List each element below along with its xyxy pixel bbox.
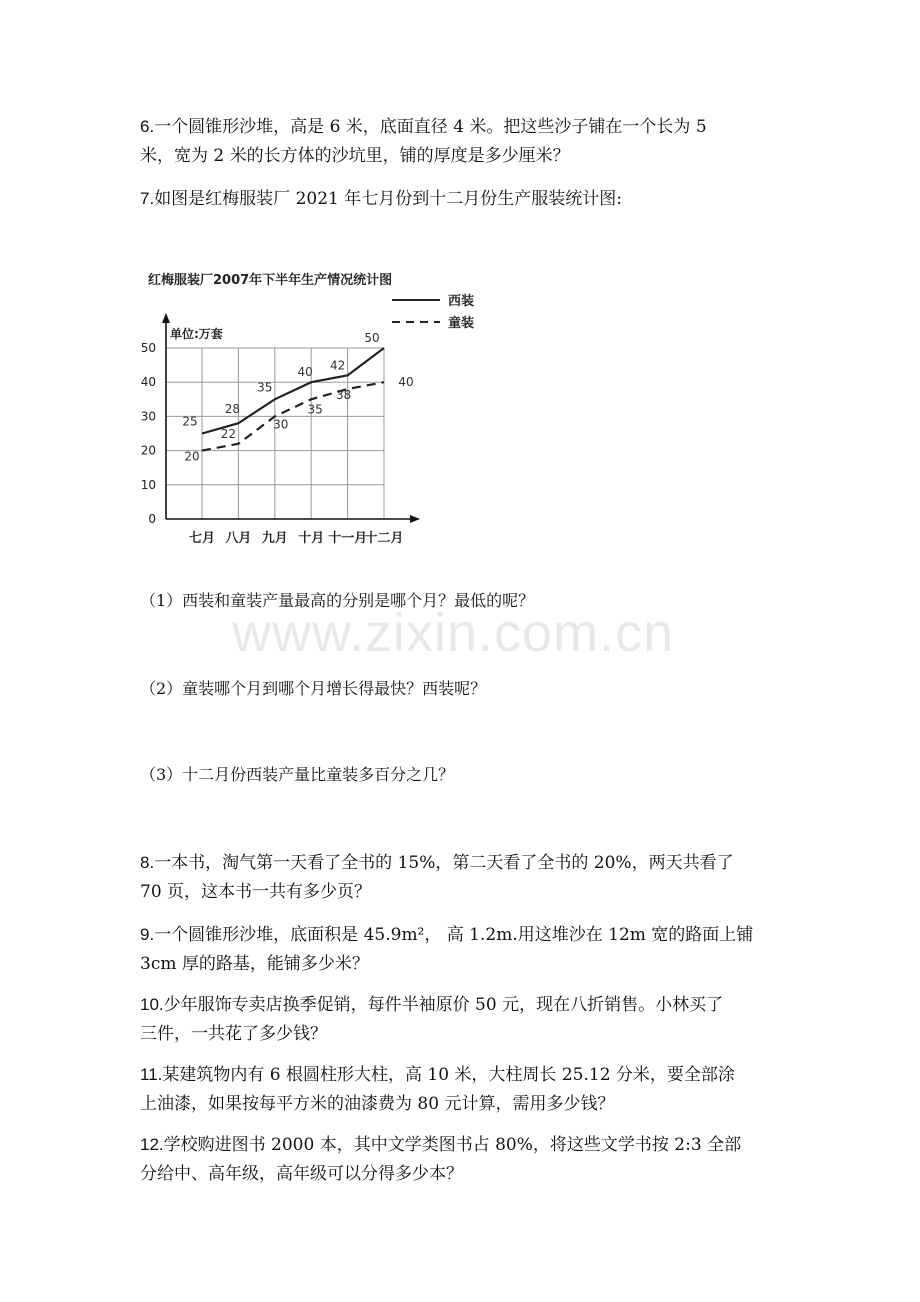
x-tick-labels	[189, 530, 404, 546]
data-label: 38	[335, 388, 352, 403]
question-12	[140, 1130, 780, 1189]
chart-axes	[162, 313, 420, 523]
data-label: 30	[273, 417, 289, 432]
subquestion-3: （3）十二月份西装产量比童装多百分之几？	[140, 765, 455, 784]
x-axis-arrow	[410, 515, 420, 523]
data-label: 40	[297, 365, 313, 380]
question-text-line1: 某建筑物内有 6 根圆柱形大柱，高 10 米，大柱周长 25.12 分米，要全部涂	[162, 1065, 735, 1085]
x-tick-label: 十月	[298, 531, 325, 546]
y-axis-label: 单位:万套	[170, 327, 223, 341]
data-label: 50	[364, 331, 380, 345]
y-tick-label: 10	[140, 477, 156, 492]
question-number: 6.	[140, 117, 155, 136]
question-number: 10.	[140, 995, 164, 1014]
data-label: 40	[398, 375, 414, 390]
question-8	[140, 848, 780, 907]
question-text-line2: 米，宽为 2 米的长方体的沙坑里，铺的厚度是多少厘米？	[140, 146, 570, 166]
data-label: 42	[329, 358, 346, 373]
question-text-line2: 三件，一共花了多少钱？	[140, 1024, 327, 1044]
question-text-line2: 上油漆，如果按每平方米的油漆费为 80 元计算，需用多少钱？	[140, 1094, 615, 1114]
x-tick-label: 九月	[261, 531, 288, 546]
question-text-line1: 一个圆锥形沙堆，底面积是 45.9m²， 高 1.2m.用这堆沙在 12m 宽的路面上铺	[154, 925, 754, 945]
question-text-line2: 70 页，这本书一共有多少页？	[140, 882, 372, 902]
question-6	[140, 112, 780, 171]
y-tick-label: 50	[140, 341, 156, 355]
y-tick-label: 30	[140, 409, 156, 424]
data-label: 35	[257, 380, 273, 395]
y-tick-label: 40	[140, 375, 156, 390]
question-9	[140, 920, 780, 979]
production-line-chart	[130, 258, 490, 550]
data-label: 20	[184, 449, 200, 464]
data-label: 28	[224, 402, 241, 417]
series-line-western-suit	[202, 348, 384, 434]
watermark: www.zixin.com.cn	[232, 603, 675, 663]
question-text-line1: 学校购进图书 2000 本，其中文学类图书占 80%，将这些文学书按 2:3 全部	[163, 1135, 742, 1155]
question-text-line1: 少年服饰专卖店换季促销，每件半袖原价 50 元，现在八折销售。小林买了	[163, 995, 724, 1015]
question-7	[140, 184, 780, 214]
x-tick-label: 十二月	[364, 531, 404, 546]
question-10	[140, 990, 780, 1049]
legend-label-western-suit: 西装	[448, 294, 475, 309]
x-tick-label: 七月	[188, 531, 216, 546]
chart-title: 红梅服装厂2007年下半年生产情况统计图	[148, 273, 393, 288]
data-label: 35	[307, 402, 323, 417]
y-axis-arrow	[162, 313, 170, 323]
y-tick-labels	[141, 341, 156, 526]
question-number: 9.	[140, 925, 155, 944]
x-tick-label: 八月	[225, 531, 252, 546]
y-tick-label: 0	[148, 512, 156, 526]
data-label: 25	[182, 414, 198, 429]
question-number: 11.	[140, 1065, 163, 1084]
legend-label-childrens-wear: 童装	[448, 316, 475, 331]
chart-legend	[392, 293, 474, 331]
question-text-line2: 分给中、高年级，高年级可以分得多少本？	[140, 1164, 463, 1184]
question-text-line1: 一本书，淘气第一天看了全书的 15%，第二天看了全书的 20%，两天共看了	[154, 853, 734, 873]
question-number: 7.	[140, 189, 155, 208]
question-number: 8.	[140, 853, 155, 872]
y-tick-label: 20	[140, 443, 156, 458]
subquestion-2: （2）童装哪个月到哪个月增长得最快？西装呢？	[140, 679, 487, 698]
question-text-line1: 如图是红梅服装厂 2021 年七月份到十二月份生产服装统计图:	[154, 189, 622, 209]
subquestion-1: （1）西装和童装产量最高的分别是哪个月？最低的呢？	[140, 591, 535, 610]
question-text-line2: 3cm 厚的路基，能铺多少米？	[140, 954, 369, 974]
question-11	[140, 1060, 780, 1119]
question-text-line1: 一个圆锥形沙堆，高是 6 米，底面直径 4 米。把这些沙子铺在一个长为 5	[154, 117, 707, 137]
data-label: 22	[220, 426, 237, 441]
x-tick-label: 十一月	[328, 531, 368, 546]
question-number: 12.	[140, 1135, 164, 1154]
